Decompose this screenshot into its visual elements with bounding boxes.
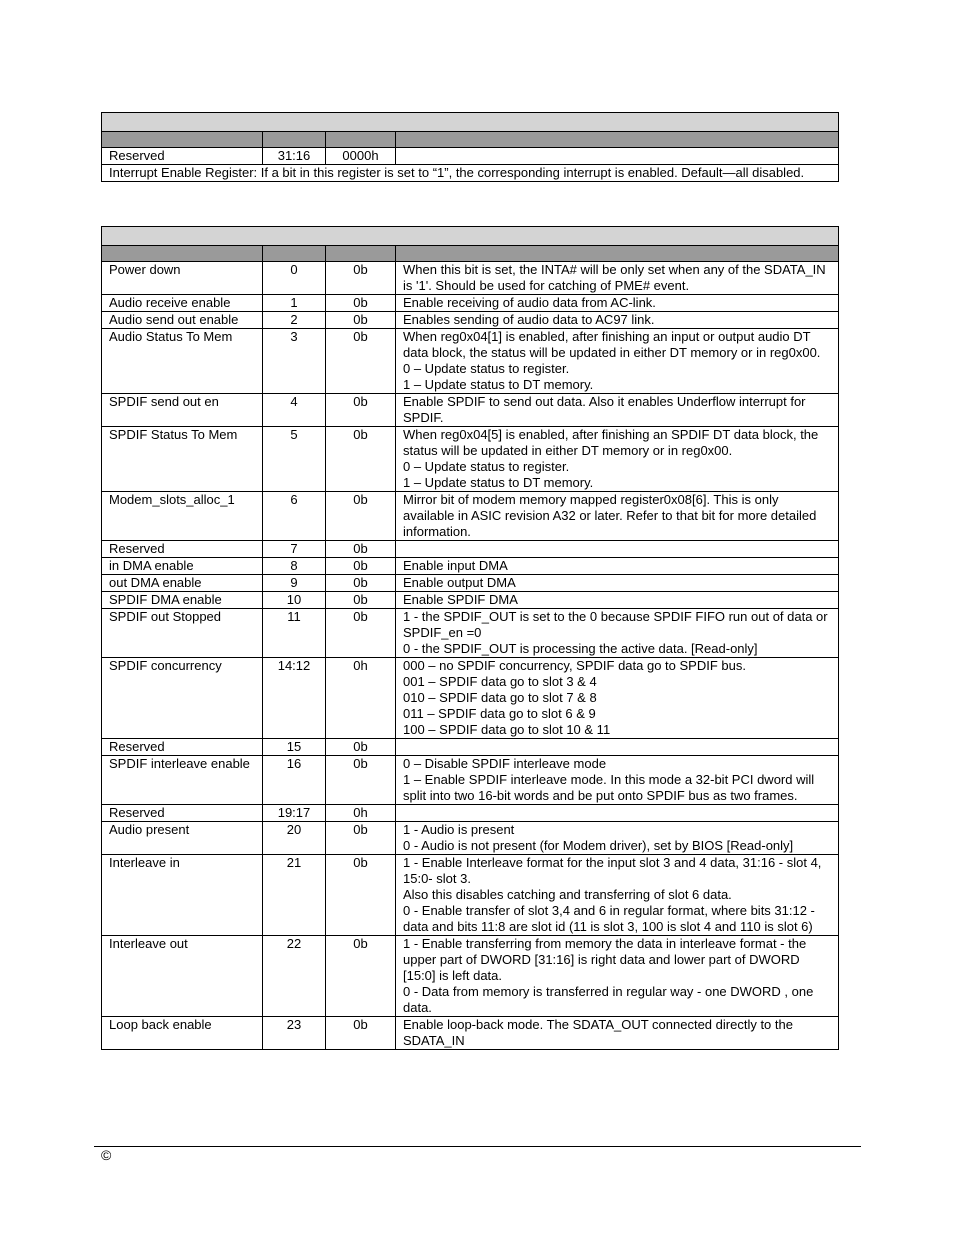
bit-range-cell: 23 xyxy=(263,1017,326,1050)
default-value-cell: 0b xyxy=(326,822,396,855)
default-value-cell: 0b xyxy=(326,592,396,609)
default-value-cell: 0b xyxy=(326,739,396,756)
description-cell xyxy=(396,492,839,541)
default-value-cell: 0b xyxy=(326,329,396,394)
register-field-row xyxy=(102,541,839,558)
default-value-cell: 0b xyxy=(326,312,396,329)
default-value-cell: 0b xyxy=(326,427,396,492)
bit-range-cell: 10 xyxy=(263,592,326,609)
description-cell xyxy=(396,822,839,855)
register-field-row xyxy=(102,936,839,1017)
description-line: 1 - Enable Interleave format for the input slot 3 and 4 data, 31:16 - slot 4, 15:0- slot 3. xyxy=(403,855,822,886)
bit-range-cell: 15 xyxy=(263,739,326,756)
field-name-cell: Audio send out enable xyxy=(102,312,263,329)
description-cell xyxy=(396,1017,839,1050)
table-title-bar xyxy=(102,227,839,246)
description-line: 100 – SPDIF data go to slot 10 & 11 xyxy=(403,722,611,737)
bit-range-cell: 5 xyxy=(263,427,326,492)
table2-body xyxy=(102,227,839,1050)
default-value-cell: 0b xyxy=(326,394,396,427)
header-field-cell xyxy=(102,246,263,262)
register-field-row xyxy=(102,575,839,592)
default-value-cell: 0000h xyxy=(326,148,396,165)
field-name-cell: out DMA enable xyxy=(102,575,263,592)
field-name-cell: SPDIF DMA enable xyxy=(102,592,263,609)
bit-range-cell: 7 xyxy=(263,541,326,558)
default-value-cell: 0b xyxy=(326,855,396,936)
description-cell xyxy=(396,312,839,329)
description-cell xyxy=(396,295,839,312)
default-value-cell: 0b xyxy=(326,295,396,312)
default-value-cell: 0b xyxy=(326,575,396,592)
register-field-row xyxy=(102,492,839,541)
description-line: 010 – SPDIF data go to slot 7 & 8 xyxy=(403,690,597,705)
register-note: Interrupt Enable Register: If a bit in this register is set to “1”, the corresponding interrupt is enabled. Default—all disabled. xyxy=(102,165,839,182)
bit-range-cell: 3 xyxy=(263,329,326,394)
field-name-cell: Reserved xyxy=(102,148,263,165)
bit-range-cell: 4 xyxy=(263,394,326,427)
bit-range-cell: 31:16 xyxy=(263,148,326,165)
header-bits-cell xyxy=(263,246,326,262)
description-cell xyxy=(396,739,839,756)
description-cell xyxy=(396,609,839,658)
register-field-row xyxy=(102,739,839,756)
bit-range-cell: 22 xyxy=(263,936,326,1017)
description-line: 011 – SPDIF data go to slot 6 & 9 xyxy=(403,706,596,721)
description-line: 0 - Data from memory is transferred in regular way - one DWORD , one data. xyxy=(403,984,814,1015)
description-line: 0 - Enable transfer of slot 3,4 and 6 in regular format, where bits 31:12 - data and bits 11:8 are slot id (11 is slot 3, 100 is slot 4 and 110 is slot 6) xyxy=(403,903,815,934)
register-field-row xyxy=(102,394,839,427)
bit-range-cell: 0 xyxy=(263,262,326,295)
register-field-row xyxy=(102,329,839,394)
description-cell xyxy=(396,805,839,822)
table1-body xyxy=(102,113,839,182)
register-field-row xyxy=(102,855,839,936)
field-name-cell: Audio receive enable xyxy=(102,295,263,312)
description-line: Enable receiving of audio data from AC-link. xyxy=(403,295,656,310)
table-title-cell xyxy=(102,113,839,132)
bit-range-cell: 9 xyxy=(263,575,326,592)
default-value-cell: 0h xyxy=(326,658,396,739)
description-line: 1 - Enable transferring from memory the data in interleave format - the upper part of DWORD [31:16] is right data and lower part of DWORD [15:0] is left data. xyxy=(403,936,807,983)
header-description-cell xyxy=(396,132,839,148)
description-line: 000 – no SPDIF concurrency, SPDIF data go to SPDIF bus. xyxy=(403,658,746,673)
description-cell xyxy=(396,541,839,558)
field-name-cell: SPDIF interleave enable xyxy=(102,756,263,805)
description-line: Enables sending of audio data to AC97 link. xyxy=(403,312,655,327)
header-field-cell xyxy=(102,132,263,148)
description-line: Mirror bit of modem memory mapped register0x08[6]. This is only available in ASIC revision A32 or later. Refer to that bit for more detailed information. xyxy=(403,492,817,539)
bit-range-cell: 19:17 xyxy=(263,805,326,822)
description-line: 1 – Update status to DT memory. xyxy=(403,377,594,392)
bit-range-cell: 20 xyxy=(263,822,326,855)
register-field-row xyxy=(102,558,839,575)
field-name-cell: Modem_slots_alloc_1 xyxy=(102,492,263,541)
table-title-cell xyxy=(102,227,839,246)
description-cell xyxy=(396,329,839,394)
control-register-table xyxy=(101,226,839,1050)
default-value-cell: 0b xyxy=(326,558,396,575)
description-line: 0 – Update status to register. xyxy=(403,361,570,376)
register-field-row xyxy=(102,805,839,822)
register-field-row xyxy=(102,592,839,609)
description-cell xyxy=(396,936,839,1017)
register-field-row xyxy=(102,1017,839,1050)
bit-range-cell: 14:12 xyxy=(263,658,326,739)
description-cell xyxy=(396,592,839,609)
default-value-cell: 0b xyxy=(326,492,396,541)
field-name-cell: Interleave in xyxy=(102,855,263,936)
field-name-cell: Reserved xyxy=(102,805,263,822)
description-line: 0 – Update status to register. xyxy=(403,459,570,474)
description-line: Enable loop-back mode. The SDATA_OUT connected directly to the SDATA_IN xyxy=(403,1017,793,1048)
description-line: Enable SPDIF to send out data. Also it enables Underflow interrupt for SPDIF. xyxy=(403,394,806,425)
register-field-row xyxy=(102,609,839,658)
field-name-cell: SPDIF Status To Mem xyxy=(102,427,263,492)
register-field-row xyxy=(102,756,839,805)
header-default-cell xyxy=(326,132,396,148)
description-line: When reg0x04[5] is enabled, after finishing an SPDIF DT data block, the status will be updated in either DT memory or in reg0x00. xyxy=(403,427,819,458)
field-name-cell: SPDIF out Stopped xyxy=(102,609,263,658)
description-line: 0 – Disable SPDIF interleave mode xyxy=(403,756,607,771)
description-cell xyxy=(396,262,839,295)
description-line: 1 - Audio is present xyxy=(403,822,515,837)
interrupt-enable-register-table xyxy=(101,112,839,182)
description-line: 1 – Update status to DT memory. xyxy=(403,475,594,490)
field-name-cell: Audio Status To Mem xyxy=(102,329,263,394)
description-line: Enable output DMA xyxy=(403,575,516,590)
description-line: 1 - the SPDIF_OUT is set to the 0 because SPDIF FIFO run out of data or SPDIF_en =0 xyxy=(403,609,828,640)
description-line: 0 - the SPDIF_OUT is processing the active data. [Read-only] xyxy=(403,641,758,656)
register-field-row xyxy=(102,658,839,739)
register-field-row xyxy=(102,148,839,165)
register-note-row xyxy=(102,165,839,182)
table-header-row xyxy=(102,246,839,262)
register-field-row xyxy=(102,295,839,312)
field-name-cell: Audio present xyxy=(102,822,263,855)
header-description-cell xyxy=(396,246,839,262)
field-name-cell: in DMA enable xyxy=(102,558,263,575)
description-line: When this bit is set, the INTA# will be only set when any of the SDATA_IN is '1'. Should be used for catching of PME# event. xyxy=(403,262,826,293)
field-name-cell: Loop back enable xyxy=(102,1017,263,1050)
bit-range-cell: 16 xyxy=(263,756,326,805)
field-name-cell: Reserved xyxy=(102,541,263,558)
description-line: 1 – Enable SPDIF interleave mode. In this mode a 32-bit PCI dword will split into two 16-bit words and be put onto SPDIF bus as two frames. xyxy=(403,772,815,803)
copyright-symbol: © xyxy=(101,1147,112,1163)
table-header-row xyxy=(102,132,839,148)
default-value-cell: 0b xyxy=(326,262,396,295)
bit-range-cell: 21 xyxy=(263,855,326,936)
default-value-cell: 0b xyxy=(326,1017,396,1050)
description-cell xyxy=(396,558,839,575)
bit-range-cell: 11 xyxy=(263,609,326,658)
footer-rule xyxy=(94,1146,861,1147)
register-field-row xyxy=(102,262,839,295)
header-default-cell xyxy=(326,246,396,262)
default-value-cell: 0h xyxy=(326,805,396,822)
default-value-cell: 0b xyxy=(326,936,396,1017)
description-line: Also this disables catching and transferring of slot 6 data. xyxy=(403,887,732,902)
bit-range-cell: 2 xyxy=(263,312,326,329)
bit-range-cell: 8 xyxy=(263,558,326,575)
default-value-cell: 0b xyxy=(326,541,396,558)
field-name-cell: Power down xyxy=(102,262,263,295)
description-cell xyxy=(396,855,839,936)
register-field-row xyxy=(102,427,839,492)
description-cell xyxy=(396,658,839,739)
description-line: 0 - Audio is not present (for Modem driver), set by BIOS [Read-only] xyxy=(403,838,794,853)
table-title-bar xyxy=(102,113,839,132)
description-cell xyxy=(396,575,839,592)
description-line: Enable input DMA xyxy=(403,558,508,573)
register-field-row xyxy=(102,312,839,329)
field-name-cell: Reserved xyxy=(102,739,263,756)
description-cell xyxy=(396,394,839,427)
field-name-cell: Interleave out xyxy=(102,936,263,1017)
description-cell xyxy=(396,427,839,492)
description-line: When reg0x04[1] is enabled, after finishing an input or output audio DT data block, the status will be updated in either DT memory or in reg0x00. xyxy=(403,329,821,360)
description-cell xyxy=(396,148,839,165)
description-cell xyxy=(396,756,839,805)
register-field-row xyxy=(102,822,839,855)
header-bits-cell xyxy=(263,132,326,148)
description-line: 001 – SPDIF data go to slot 3 & 4 xyxy=(403,674,597,689)
default-value-cell: 0b xyxy=(326,756,396,805)
bit-range-cell: 6 xyxy=(263,492,326,541)
description-line: Enable SPDIF DMA xyxy=(403,592,518,607)
default-value-cell: 0b xyxy=(326,609,396,658)
field-name-cell: SPDIF send out en xyxy=(102,394,263,427)
field-name-cell: SPDIF concurrency xyxy=(102,658,263,739)
bit-range-cell: 1 xyxy=(263,295,326,312)
